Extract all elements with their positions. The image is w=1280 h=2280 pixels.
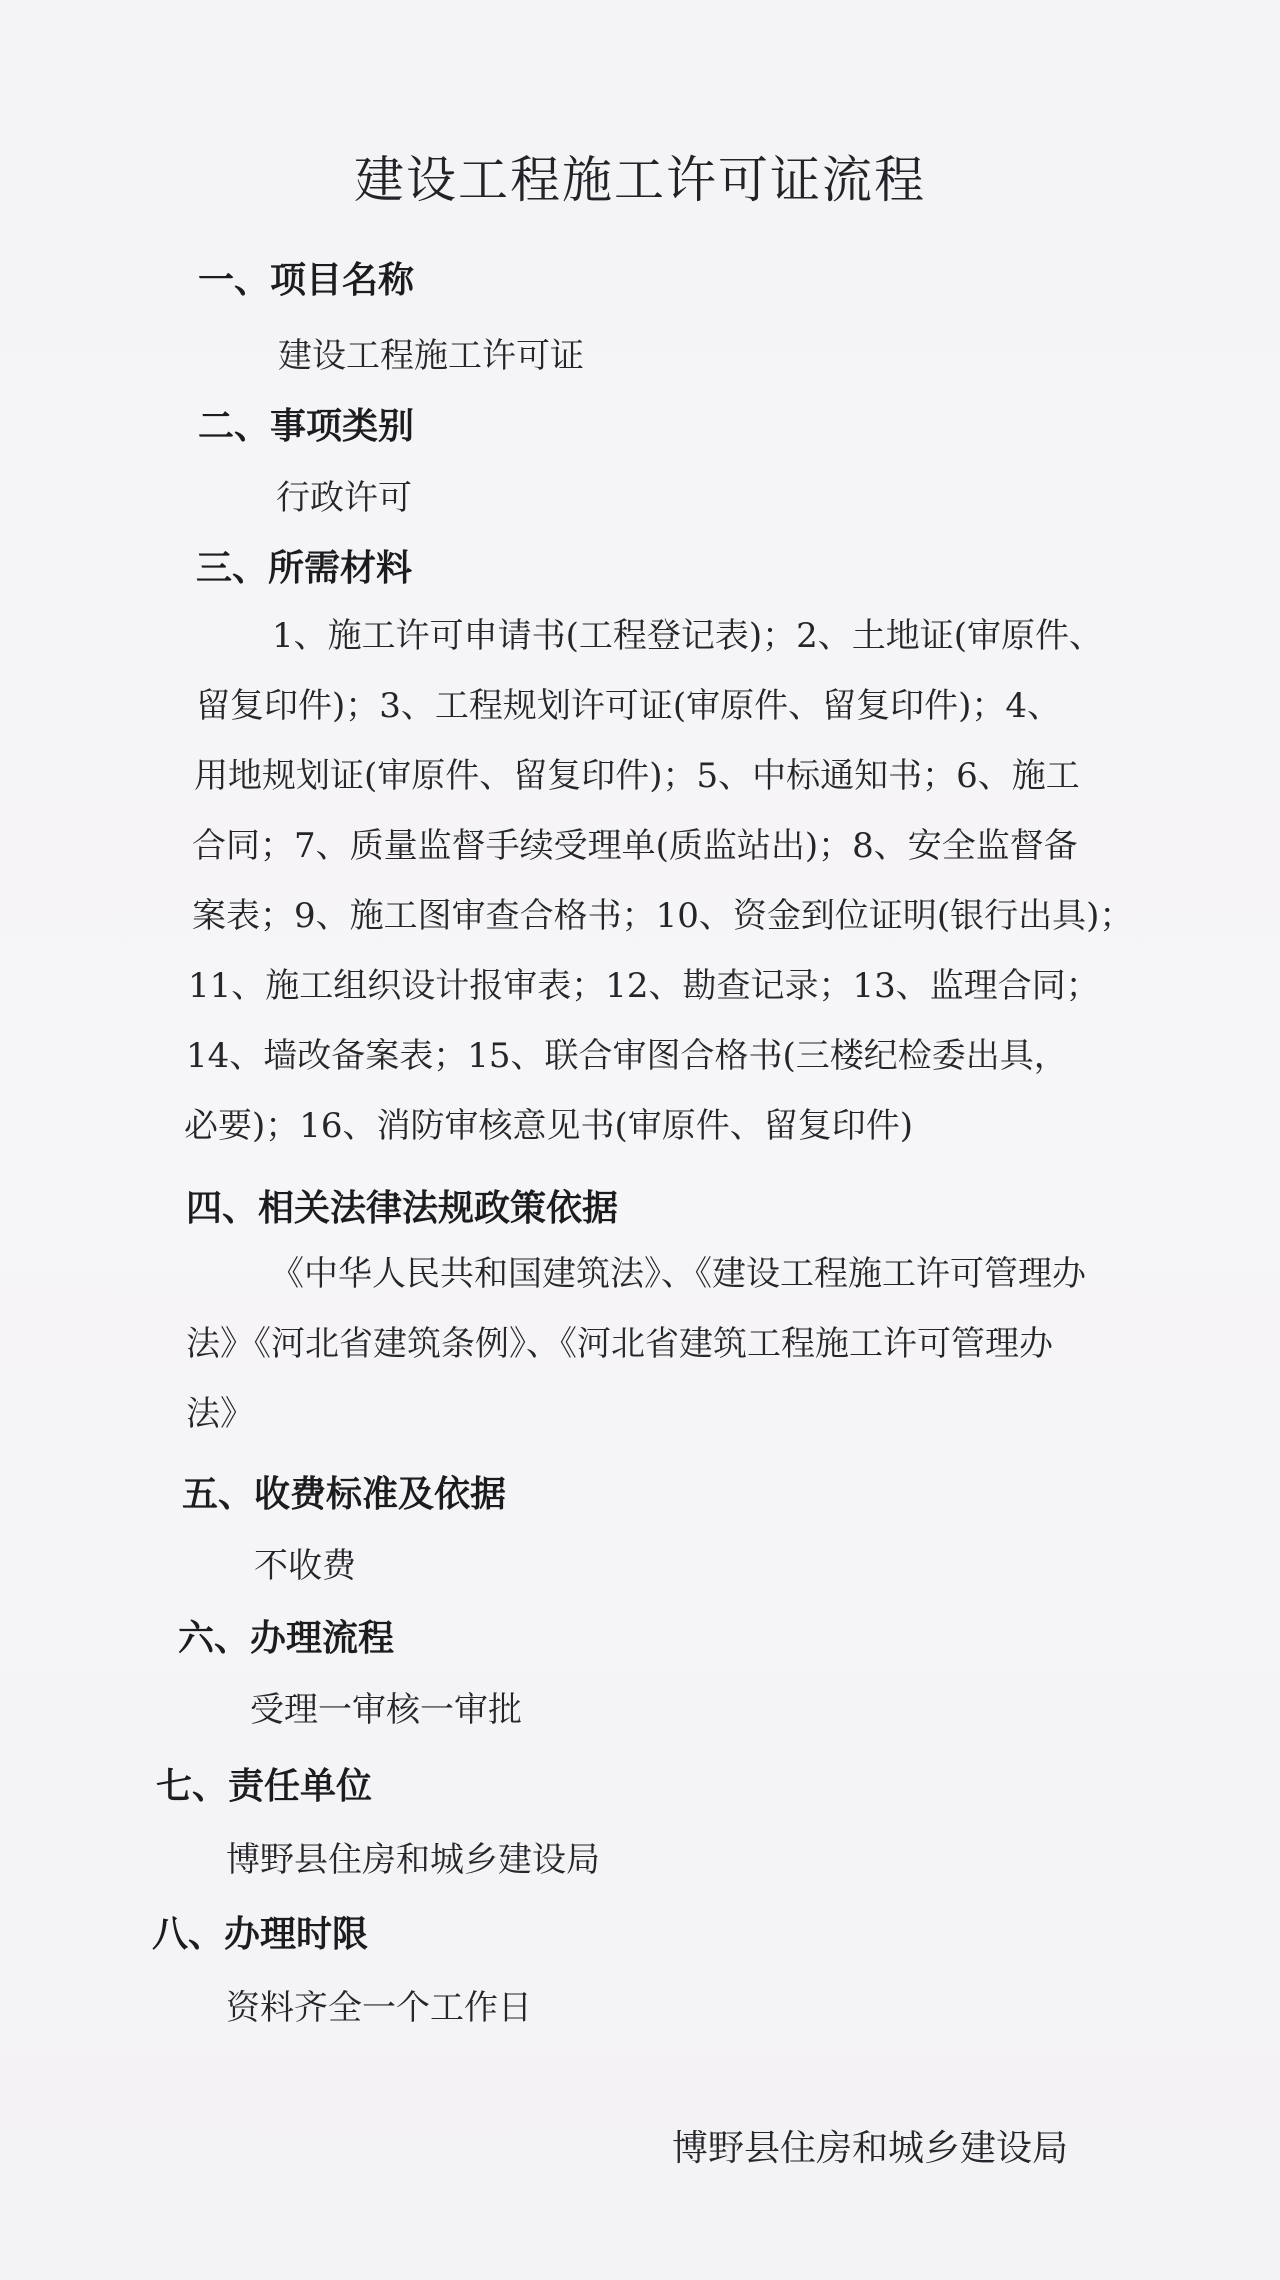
materials-line: 必要)；16、消防审核意见书(审原件、留复印件) <box>184 1106 914 1146</box>
section-heading-responsible-unit: 七、责任单位 <box>156 1766 373 1807</box>
section-content-materials <box>184 612 1148 1151</box>
section-heading-legal-basis: 四、相关法律法规政策依据 <box>186 1188 619 1229</box>
materials-line: 留复印件)；3、工程规划许可证(审原件、留复印件)；4、 <box>196 686 1062 726</box>
section-heading-project-name: 一、项目名称 <box>198 260 415 301</box>
section-heading-materials: 三、所需材料 <box>196 548 413 589</box>
section-content-responsible-unit: 博野县住房和城乡建设局 <box>226 1840 600 1880</box>
section-content-procedure: 受理一审核一审批 <box>250 1690 522 1730</box>
section-heading-fees: 五、收费标准及依据 <box>182 1474 507 1515</box>
legal-basis-line: 《中华人民共和国建筑法》、《建设工程施工许可管理办 <box>270 1254 1086 1294</box>
section-heading-time-limit: 八、办理时限 <box>152 1914 369 1955</box>
section-heading-category: 二、事项类别 <box>198 406 415 447</box>
footer-issuer: 博野县住房和城乡建设局 <box>672 2128 1069 2169</box>
section-content-project-name: 建设工程施工许可证 <box>278 336 584 376</box>
section-content-category: 行政许可 <box>276 478 412 518</box>
materials-line: 11、施工组织设计报审表；12、勘查记录；13、监理合同； <box>188 966 1100 1006</box>
materials-line: 用地规划证(审原件、留复印件)；5、中标通知书；6、施工 <box>194 756 1080 796</box>
section-content-time-limit: 资料齐全一个工作日 <box>226 1988 532 2028</box>
materials-line: 案表；9、施工图审查合格书；10、资金到位证明(银行出具)； <box>192 896 1134 936</box>
section-content-legal-basis <box>186 1250 1146 1439</box>
materials-line: 合同；7、质量监督手续受理单(质监站出)；8、安全监督备 <box>192 826 1078 866</box>
materials-line: 14、墙改备案表；15、联合审图合格书(三楼纪检委出具， <box>186 1036 1068 1076</box>
materials-line: 1、施工许可申请书(工程登记表)；2、土地证(审原件、 <box>272 616 1104 656</box>
section-content-fees: 不收费 <box>254 1546 356 1586</box>
document-title: 建设工程施工许可证流程 <box>354 151 926 209</box>
legal-basis-line: 法》《河北省建筑条例》、《河北省建筑工程施工许可管理办 <box>186 1324 1053 1364</box>
legal-basis-line: 法》 <box>186 1394 254 1434</box>
section-heading-procedure: 六、办理流程 <box>178 1618 395 1659</box>
